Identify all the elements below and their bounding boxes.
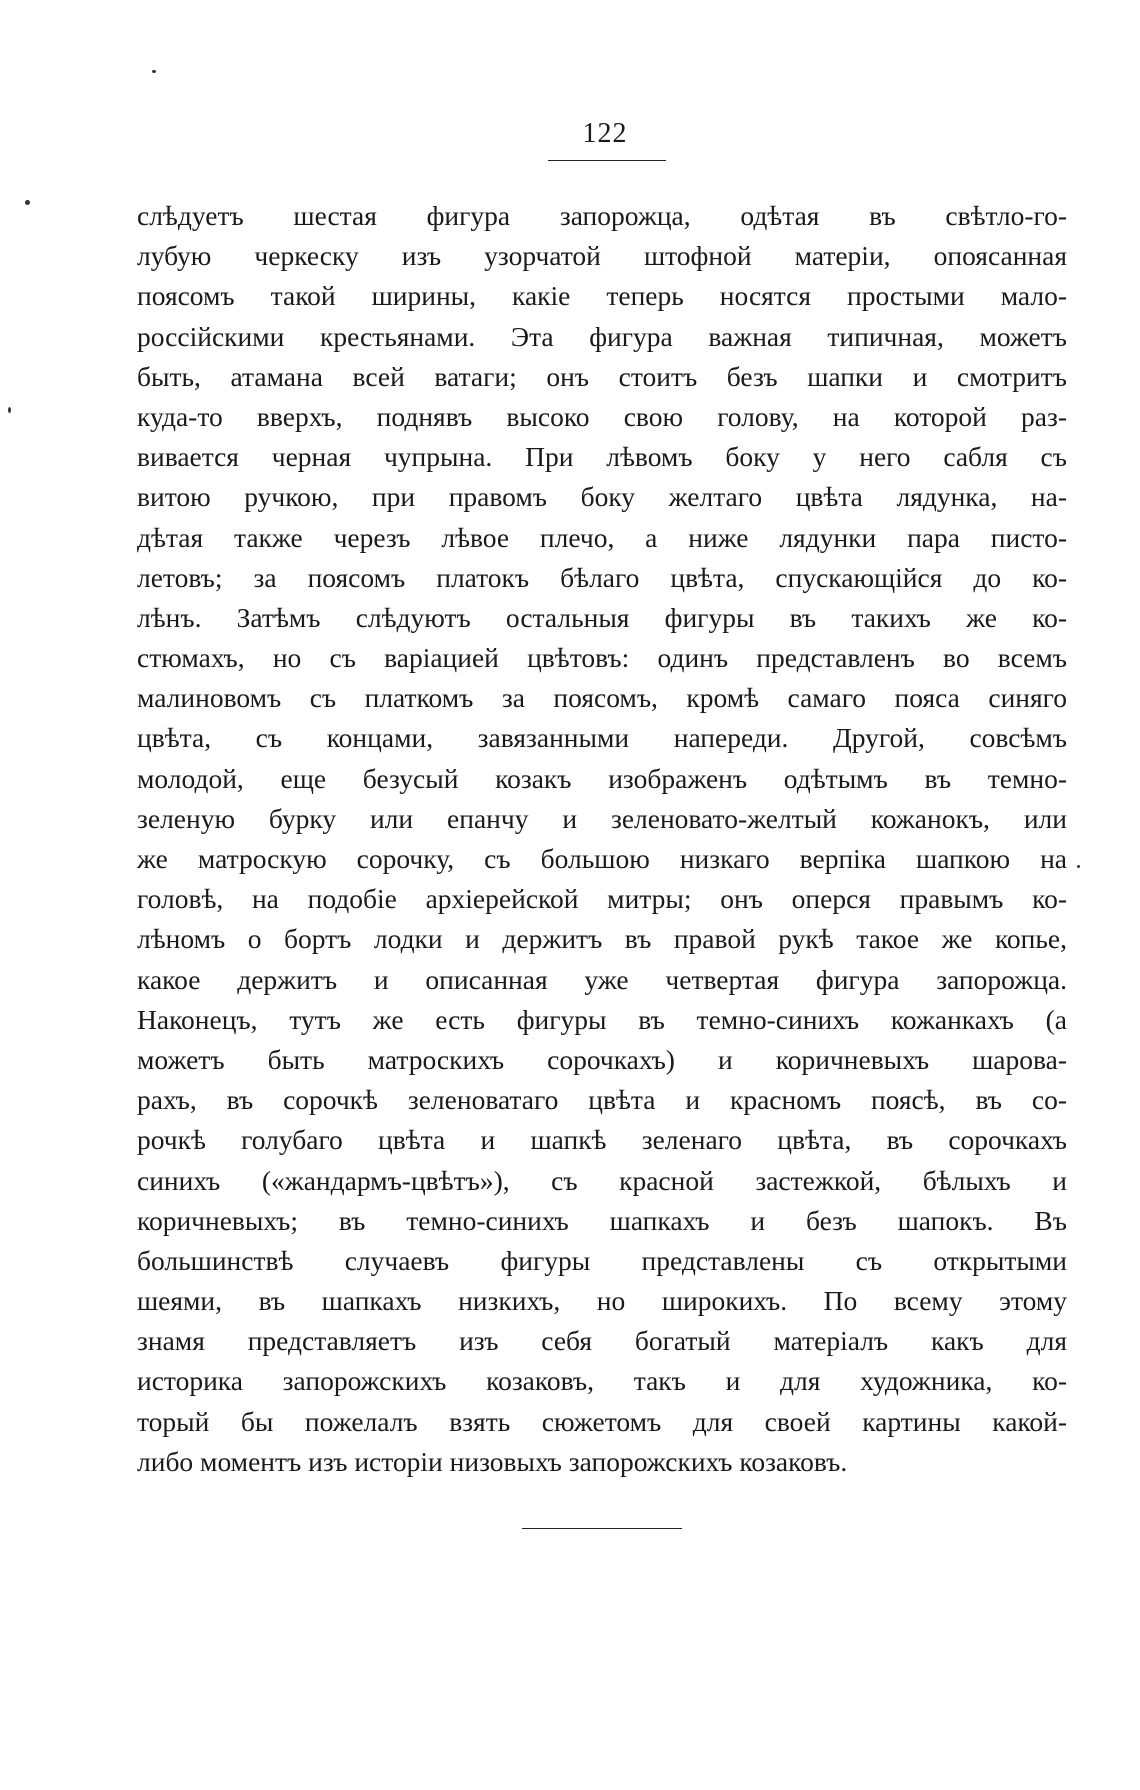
text-line: лѣнъ. Затѣмъ слѣдуютъ остальныя фигуры въ такихъ же ко- — [137, 601, 1067, 633]
text-line: витою ручкою, при правомъ боку желтаго цвѣта лядунка, на- — [137, 481, 1067, 513]
text-line: большинствѣ случаевъ фигуры представлены съ открытыми — [137, 1244, 1067, 1276]
text-line: коричневыхъ; въ темно-синихъ шапкахъ и безъ шапокъ. Въ — [137, 1204, 1067, 1236]
text-line: торый бы пожелалъ взять сюжетомъ для своей картины какой- — [137, 1405, 1067, 1437]
text-line: Наконецъ, тутъ же есть фигуры въ темно-синихъ кожанкахъ (а — [137, 1003, 1067, 1035]
text-line: летовъ; за поясомъ платокъ бѣлаго цвѣта, спускающійся до ко- — [137, 561, 1067, 593]
text-line: рахъ, въ сорочкѣ зеленоватаго цвѣта и красномъ поясѣ, въ со- — [137, 1084, 1067, 1116]
text-line: историка запорожскихъ козаковъ, такъ и для художника, ко- — [137, 1365, 1067, 1397]
ink-speck — [152, 70, 156, 73]
text-line: шеями, въ шапкахъ низкихъ, но широкихъ. По всему этому — [137, 1285, 1067, 1317]
text-line: головѣ, на подобіе архіерейской митры; онъ оперся правымъ ко- — [137, 883, 1067, 915]
text-line: поясомъ такой ширины, какіе теперь носятся простыми мало- — [137, 280, 1067, 312]
ink-speck — [25, 200, 30, 205]
text-line: малиновомъ съ платкомъ за поясомъ, кромѣ самаго пояса синяго — [137, 682, 1067, 714]
ink-speck — [8, 407, 11, 413]
text-line: зеленую бурку или епанчу и зеленовато-желтый кожанокъ, или — [137, 802, 1067, 834]
text-line: можетъ быть матроскихъ сорочкахъ) и коричневыхъ шарова- — [137, 1043, 1067, 1075]
text-line: цвѣта, съ концами, завязанными напереди. Другой, совсѣмъ — [137, 722, 1067, 754]
closing-rule — [522, 1528, 682, 1529]
text-line: рочкѣ голубаго цвѣта и шапкѣ зеленаго цвѣта, въ сорочкахъ — [137, 1124, 1067, 1156]
text-line: синихъ («жандармъ-цвѣтъ»), съ красной застежкой, бѣлыхъ и — [137, 1164, 1067, 1196]
page-number-rule — [548, 160, 666, 161]
text-line: же матроскую сорочку, съ большою низкаго верпіка шапкою на — [137, 843, 1067, 874]
page-number: 122 — [582, 118, 628, 149]
text-line: вивается черная чупрына. При лѣвомъ боку у него сабля съ — [137, 441, 1067, 473]
text-line: либо моментъ изъ исторіи низовыхъ запорожскихъ козаковъ. — [137, 1445, 848, 1477]
text-line: куда-то вверхъ, поднявъ высоко свою голову, на которой раз- — [137, 400, 1067, 432]
text-line: быть, атамана всей ватаги; онъ стоитъ безъ шапки и смотритъ — [137, 360, 1067, 392]
text-line: дѣтая также черезъ лѣвое плечо, а ниже лядунки пара писто- — [137, 521, 1067, 553]
text-line: какое держитъ и описанная уже четвертая фигура запорожца. — [137, 963, 1067, 995]
text-line: знамя представляетъ изъ себя богатый матеріалъ какъ для — [137, 1325, 1067, 1357]
body-text — [137, 196, 1067, 1482]
text-line: лубую черкеску изъ узорчатой штофной матеріи, опоясанная — [137, 240, 1067, 272]
text-line: слѣдуетъ шестая фигура запорожца, одѣтая въ свѣтло-го- — [137, 200, 1067, 231]
text-line: россійскими крестьянами. Эта фигура важная типичная, можетъ — [137, 320, 1067, 352]
text-line: лѣномъ о бортъ лодки и держитъ въ правой рукѣ такое же копье, — [137, 923, 1067, 955]
ink-speck — [1077, 865, 1080, 868]
text-line: стюмахъ, но съ варіацией цвѣтовъ: одинъ представленъ во всемъ — [137, 642, 1067, 674]
text-line: молодой, еще безусый козакъ изображенъ одѣтымъ въ темно- — [137, 762, 1067, 794]
